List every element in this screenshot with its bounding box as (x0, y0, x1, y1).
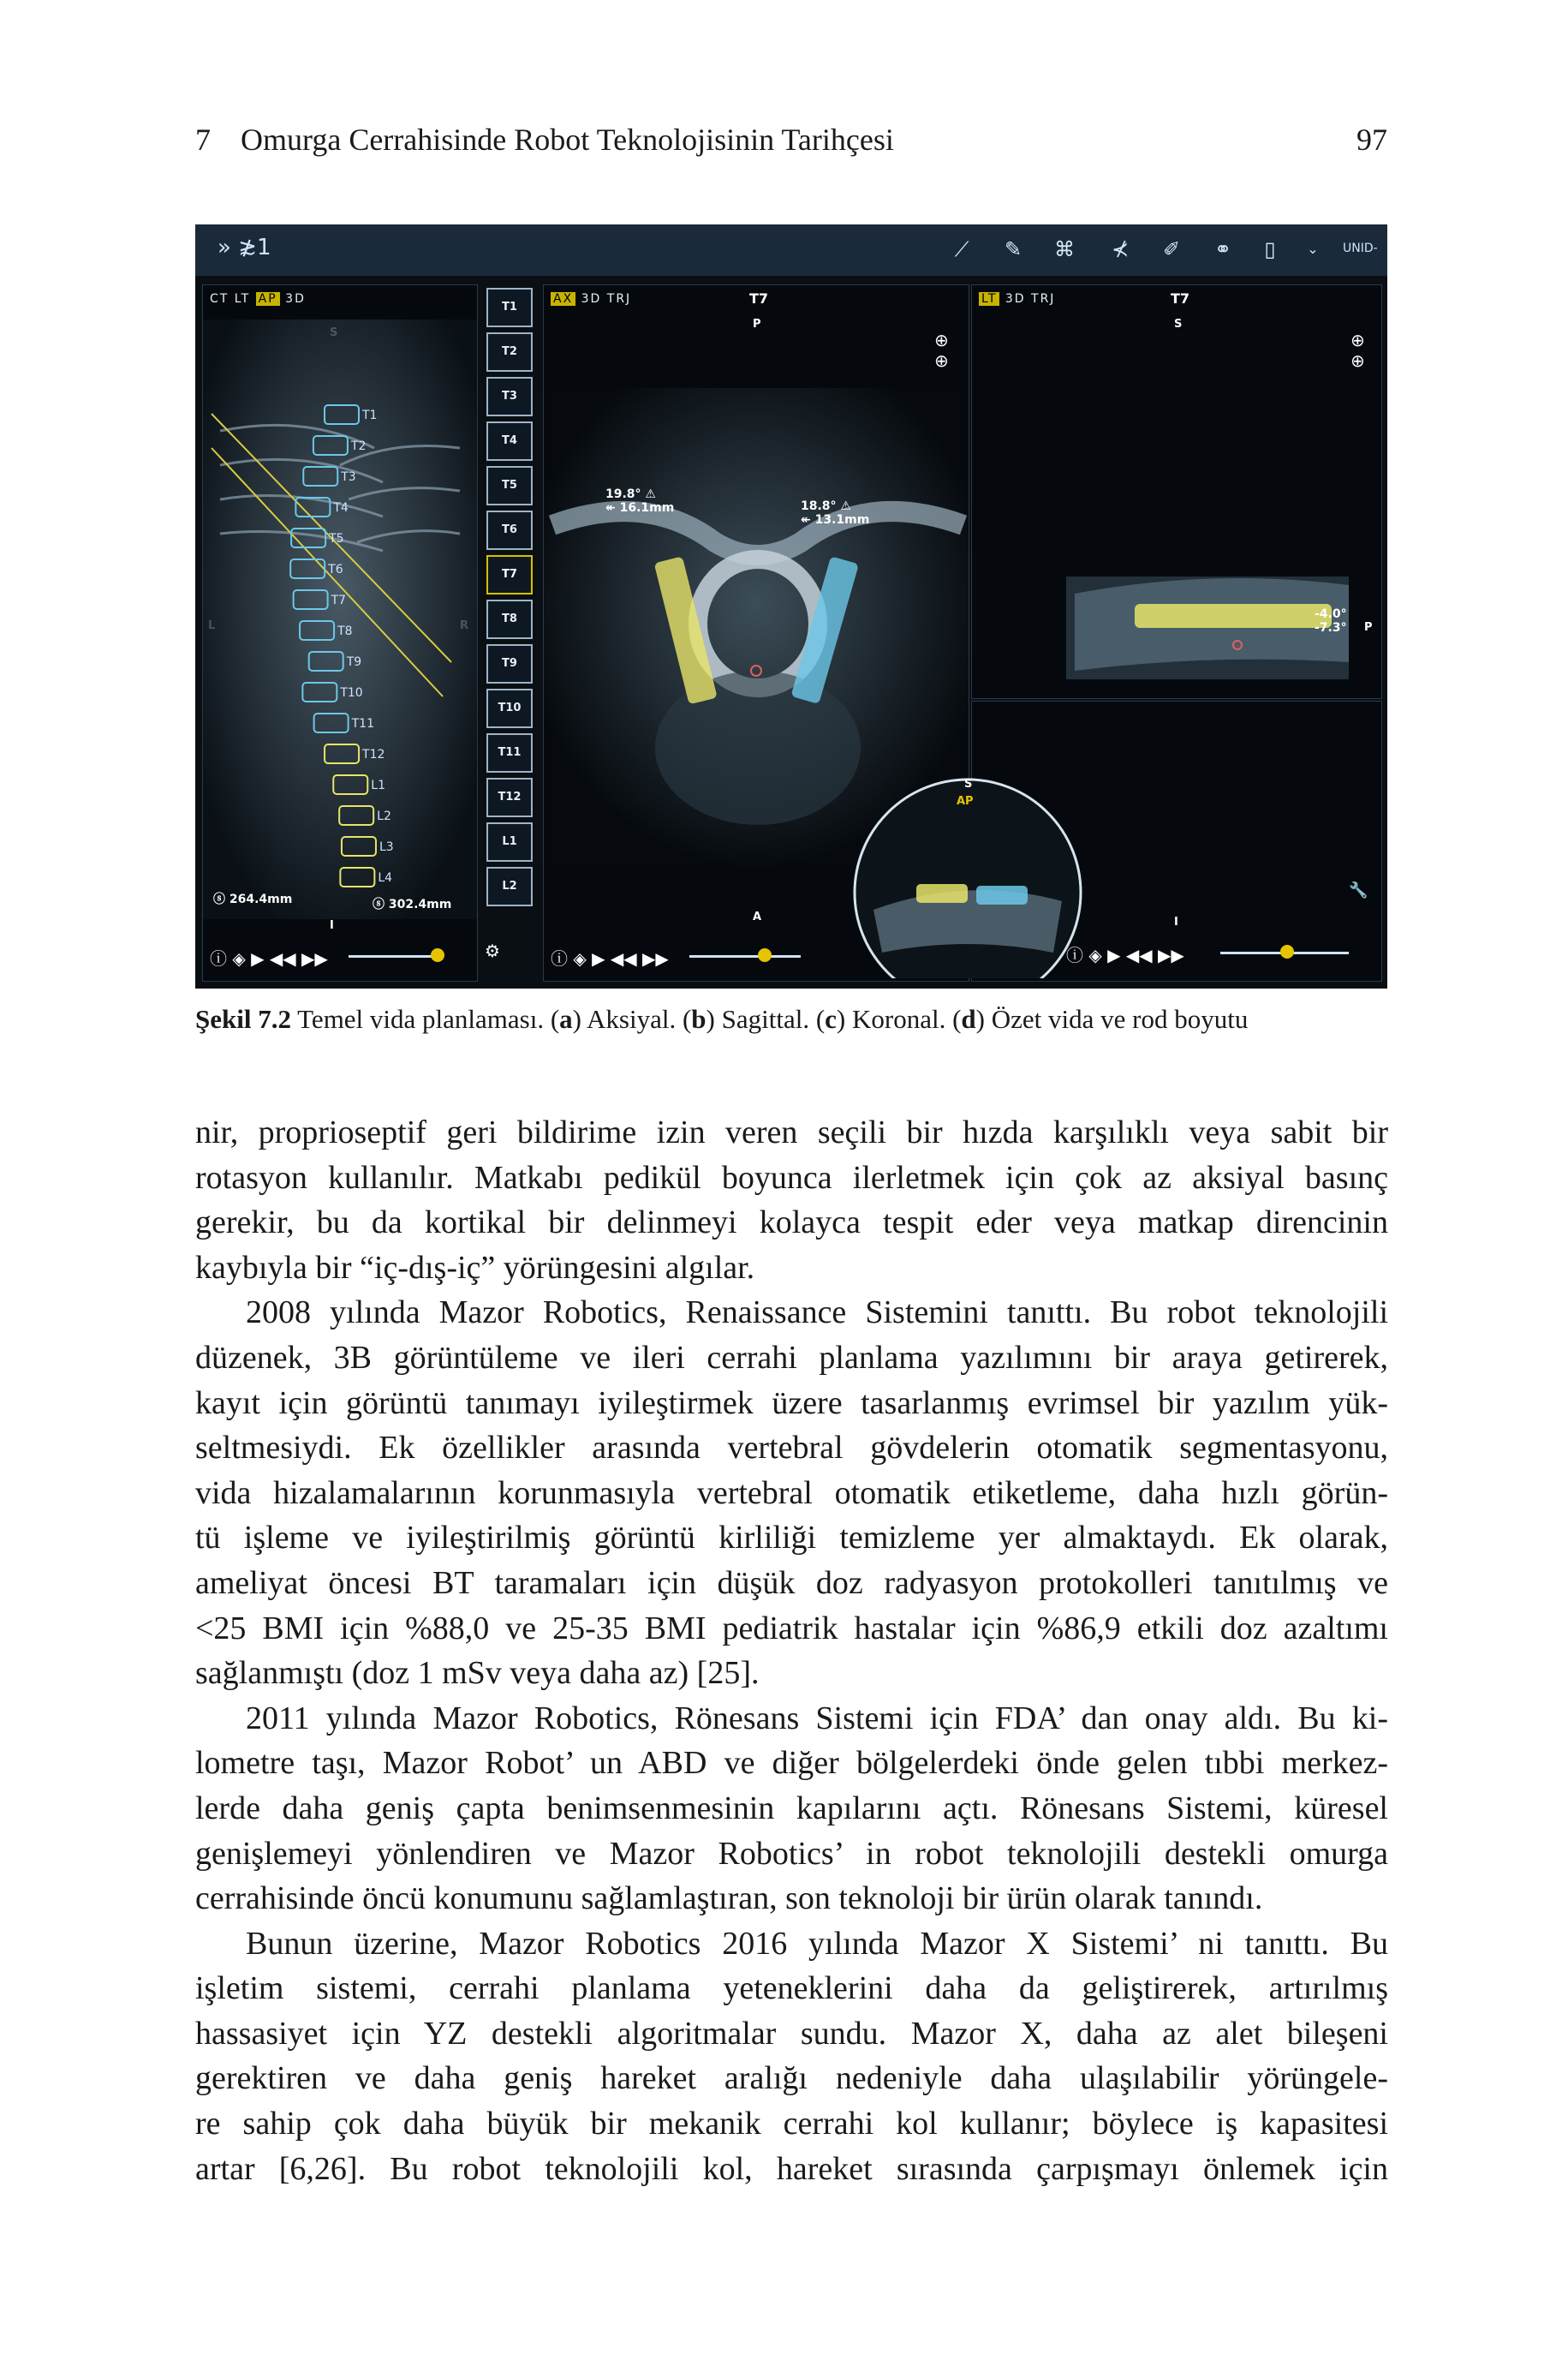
level-t10: T10 (486, 689, 533, 728)
measure-264: ⓢ 264.4mm (213, 893, 293, 906)
body-line: ameliyat öncesi BT taramaları için düşük doz radyasyon protokolleri tanıtılmış ve (195, 1564, 1388, 1601)
figure-screw-planning (195, 224, 1387, 989)
level-t7: T7 (486, 555, 533, 594)
vertebra-level-list (483, 288, 534, 922)
caption-text: ) Aksiyal. ( (572, 1004, 692, 1034)
level-t3: T3 (486, 377, 533, 416)
level-settings-icon: ⚙ (485, 941, 500, 961)
level-t9: T9 (486, 644, 533, 684)
figure-caption (195, 1004, 1394, 1035)
chapter-title: Omurga Cerrahisinde Robot Teknolojisinin Tarihçesi (241, 122, 894, 157)
body-line: seltmesiydi. Ek özellikler arasında vertebral gövdelerin otomatik segmentasyonu, (195, 1430, 1388, 1467)
caption-text: ) Özet vida ve rod boyutu (975, 1004, 1249, 1034)
caption-label: Şekil 7.2 (195, 1004, 291, 1034)
level-t12: T12 (486, 778, 533, 817)
body-line: 2011 yılında Mazor Robotics, Rönesans Sistemi için FDA’ dan onay aldı. Bu ki- (246, 1700, 1388, 1736)
vertebra-label: T8 (337, 624, 353, 638)
panel-nav-icons-sag: ⊕ ⊕ (1350, 330, 1365, 371)
caption-c: c (825, 1004, 837, 1034)
orient-right-sag: P (1364, 621, 1373, 634)
tab-ap: AP (256, 292, 280, 306)
orient-top-ax: P (753, 318, 761, 331)
sagittal-angle: -4.0° -7.3° (1315, 607, 1347, 635)
vertebra-label: T5 (329, 532, 344, 546)
tab-trj: TRJ (606, 292, 632, 306)
level-t2: T2 (486, 332, 533, 372)
body-line: işletim sistemi, cerrahi planlama yeteneklerini daha da geliştirerek, artırılmış (195, 1970, 1388, 2007)
level-t1: T1 (486, 288, 533, 327)
vertebra-label: T10 (340, 686, 363, 700)
orient-bottom: I (330, 919, 334, 932)
playback-controls: ⓘ ◈ ▶ ◀◀ ▶▶ (210, 948, 328, 969)
tab-3d-ax: 3D (581, 292, 602, 306)
toolbar-expand-icon: » ≵1 (218, 235, 271, 260)
vertebra-label: L2 (377, 810, 391, 823)
body-text (195, 1110, 1388, 2191)
body-line: gerekir, bu da kortikal bir delinmeyi kolayca tespit eder veya matkap direncinin (195, 1204, 1388, 1241)
vertebra-label: L3 (379, 840, 394, 854)
slider-thumb-ax (758, 948, 772, 962)
link-tool-icon: ⚭ (1213, 237, 1232, 261)
body-line: <25 BMI için %88,0 ve 25-35 BMI pediatrik hastalar için %86,9 etkili doz azaltımı (195, 1610, 1388, 1646)
vertebra-label: L1 (371, 779, 385, 792)
body-line: kaybıyla bir “iç-dış-iç” yörüngesini algılar. (195, 1249, 755, 1286)
tab-trj-sag: TRJ (1031, 292, 1056, 306)
orient-top-cor: S (964, 778, 973, 791)
level-l2: L2 (486, 867, 533, 906)
trajectory-tool-icon: ✐ (1162, 237, 1181, 261)
orient-bottom-cor: I (1174, 916, 1178, 929)
tab-ax: AX (551, 292, 575, 306)
tab-ct: CT (210, 292, 230, 306)
tab-3d-sag: 3D (1005, 292, 1026, 306)
slider-track-ax (689, 955, 801, 958)
vertebra-label: L4 (378, 871, 393, 885)
level-t6: T6 (486, 511, 533, 550)
body-line: düzenek, 3B görüntüleme ve ileri cerrahi planlama yazılımını bir araya getirerek, (195, 1339, 1388, 1376)
panel-nav-icons-ax: ⊕ ⊕ (934, 330, 949, 371)
pen-tool-icon: ✎ (1004, 237, 1022, 261)
tab-lt: LT (234, 292, 251, 306)
body-line: rotasyon kullanılır. Matkabı pedikül boyunca ilerletmek için çok az aksiyal basınç (195, 1159, 1388, 1196)
caption-text: ) Koronal. ( (836, 1004, 962, 1034)
body-line: lometre taşı, Mazor Robot’ un ABD ve diğer bölgelerdeki önde gelen tıbbi merkez- (195, 1745, 1388, 1782)
caption-text: ) Sagittal. ( (706, 1004, 826, 1034)
vertebra-label: T6 (328, 563, 343, 577)
level-t5: T5 (486, 466, 533, 505)
measure-302: ⓢ 302.4mm (373, 898, 452, 911)
software-toolbar (195, 224, 1387, 276)
running-header (195, 122, 1387, 164)
body-line: lerde daha geniş çapta benimsenmesinin kapılarını açtı. Rönesans Sistemi, küresel (195, 1789, 1388, 1826)
caption-text: Temel vida planlaması. ( (290, 1004, 560, 1034)
body-line: cerrahisinde öncü konumunu sağlamlaştıran, son teknoloji bir ürün olarak tanındı. (195, 1880, 1263, 1917)
caption-d: d (961, 1004, 976, 1034)
caption-a: a (559, 1004, 573, 1034)
tab-lt-sag: LT (979, 292, 999, 306)
body-line: kayıt için görüntü tanımayı iyileştirmek üzere tasarlanmış evrimsel bir yazılım yük- (195, 1384, 1388, 1421)
level-t8: T8 (486, 600, 533, 639)
chapter-number: 7 (195, 122, 211, 157)
level-l1: L1 (486, 822, 533, 862)
vertebra-label: T3 (341, 470, 356, 484)
panel-spine-ap (202, 284, 478, 982)
bar-tool-icon: ▯ (1264, 237, 1276, 261)
body-line: hassasiyet için YZ destekli algoritmalar sundu. Mazor X, daha az alet bileşeni (195, 2015, 1388, 2052)
body-line: sağlanmıştı (doz 1 mSv veya daha az) [25]. (195, 1655, 760, 1692)
vertebra-label: T9 (346, 655, 362, 669)
axial-level-title: T7 (749, 290, 769, 307)
spine-image (203, 285, 477, 981)
tool-icons-cor: 🔧 (1349, 881, 1368, 899)
body-line: genişlemeyi yönlendiren ve Mazor Robotics’ in robot teknolojili destekli omurga (195, 1835, 1388, 1872)
vertebra-label: T2 (350, 439, 367, 453)
caption-b: b (691, 1004, 706, 1034)
sagittal-level-title: T7 (1171, 290, 1190, 307)
level-t11: T11 (486, 733, 533, 773)
right-screw-measure: 18.8° ⚠ ↞ 13.1mm (801, 499, 870, 527)
vertebra-label: T12 (362, 748, 385, 762)
tab-3d: 3D (285, 292, 306, 306)
orient-bottom-ax: A (753, 911, 762, 923)
body-line: re sahip çok daha büyük bir mekanik cerrahi kol kullanır; böylece iş kapasitesi (195, 2106, 1388, 2142)
screw-tool-icon: ⟋ (954, 237, 969, 261)
rod-tool-icon: ⌘ (1054, 237, 1075, 261)
slider-track (349, 955, 443, 958)
sagittal-image (972, 285, 1381, 698)
angle-tool-icon: ⊀ (1111, 237, 1130, 261)
body-line: Bunun üzerine, Mazor Robotics 2016 yılında Mazor X Sistemi’ ni tanıttı. Bu (246, 1925, 1388, 1962)
vertebra-label: T1 (362, 409, 378, 422)
body-line: artar [6,26]. Bu robot teknolojili kol, hareket sırasında çarpışmayı önlemek için (195, 2150, 1388, 2187)
page-number: 97 (1356, 122, 1387, 157)
coronal-ap-label: AP (957, 795, 974, 808)
body-line: gerektiren ve daha geniş hareket aralığı nedeniyle daha ulaşılabilir yörüngele- (195, 2060, 1388, 2097)
slider-thumb-cor (1280, 945, 1294, 959)
left-screw-measure: 19.8° ⚠ ↞ 16.1mm (605, 487, 675, 515)
orient-top-sag: S (1174, 318, 1183, 331)
body-line: 2008 yılında Mazor Robotics, Renaissance Sistemini tanıttı. Bu robot teknolojili (246, 1294, 1388, 1331)
vertebra-label: T11 (351, 717, 374, 731)
unid-label: UNID- (1343, 242, 1378, 255)
slider-thumb (431, 948, 444, 962)
playback-controls-ax: ⓘ ◈ ▶ ◀◀ ▶▶ (551, 948, 669, 969)
chevron-down-icon: ⌄ (1307, 241, 1319, 257)
body-line: tü işleme ve iyileştirilmiş görüntü kirliliği temizleme yer almaktaydı. Ek olarak, (195, 1520, 1388, 1556)
panel-sagittal (971, 284, 1382, 699)
body-line: nir, proprioseptif geri bildirime izin veren seçili bir hızda karşılıklı veya sabit bir (195, 1114, 1388, 1150)
level-t4: T4 (486, 421, 533, 461)
playback-controls-cor: ⓘ ◈ ▶ ◀◀ ▶▶ (1066, 945, 1184, 965)
body-line: vida hizalamalarının korunmasıyla vertebral otomatik etiketleme, daha hızlı görün- (195, 1474, 1388, 1511)
vertebra-label: T7 (331, 594, 347, 607)
vertebra-label: T4 (333, 501, 349, 515)
